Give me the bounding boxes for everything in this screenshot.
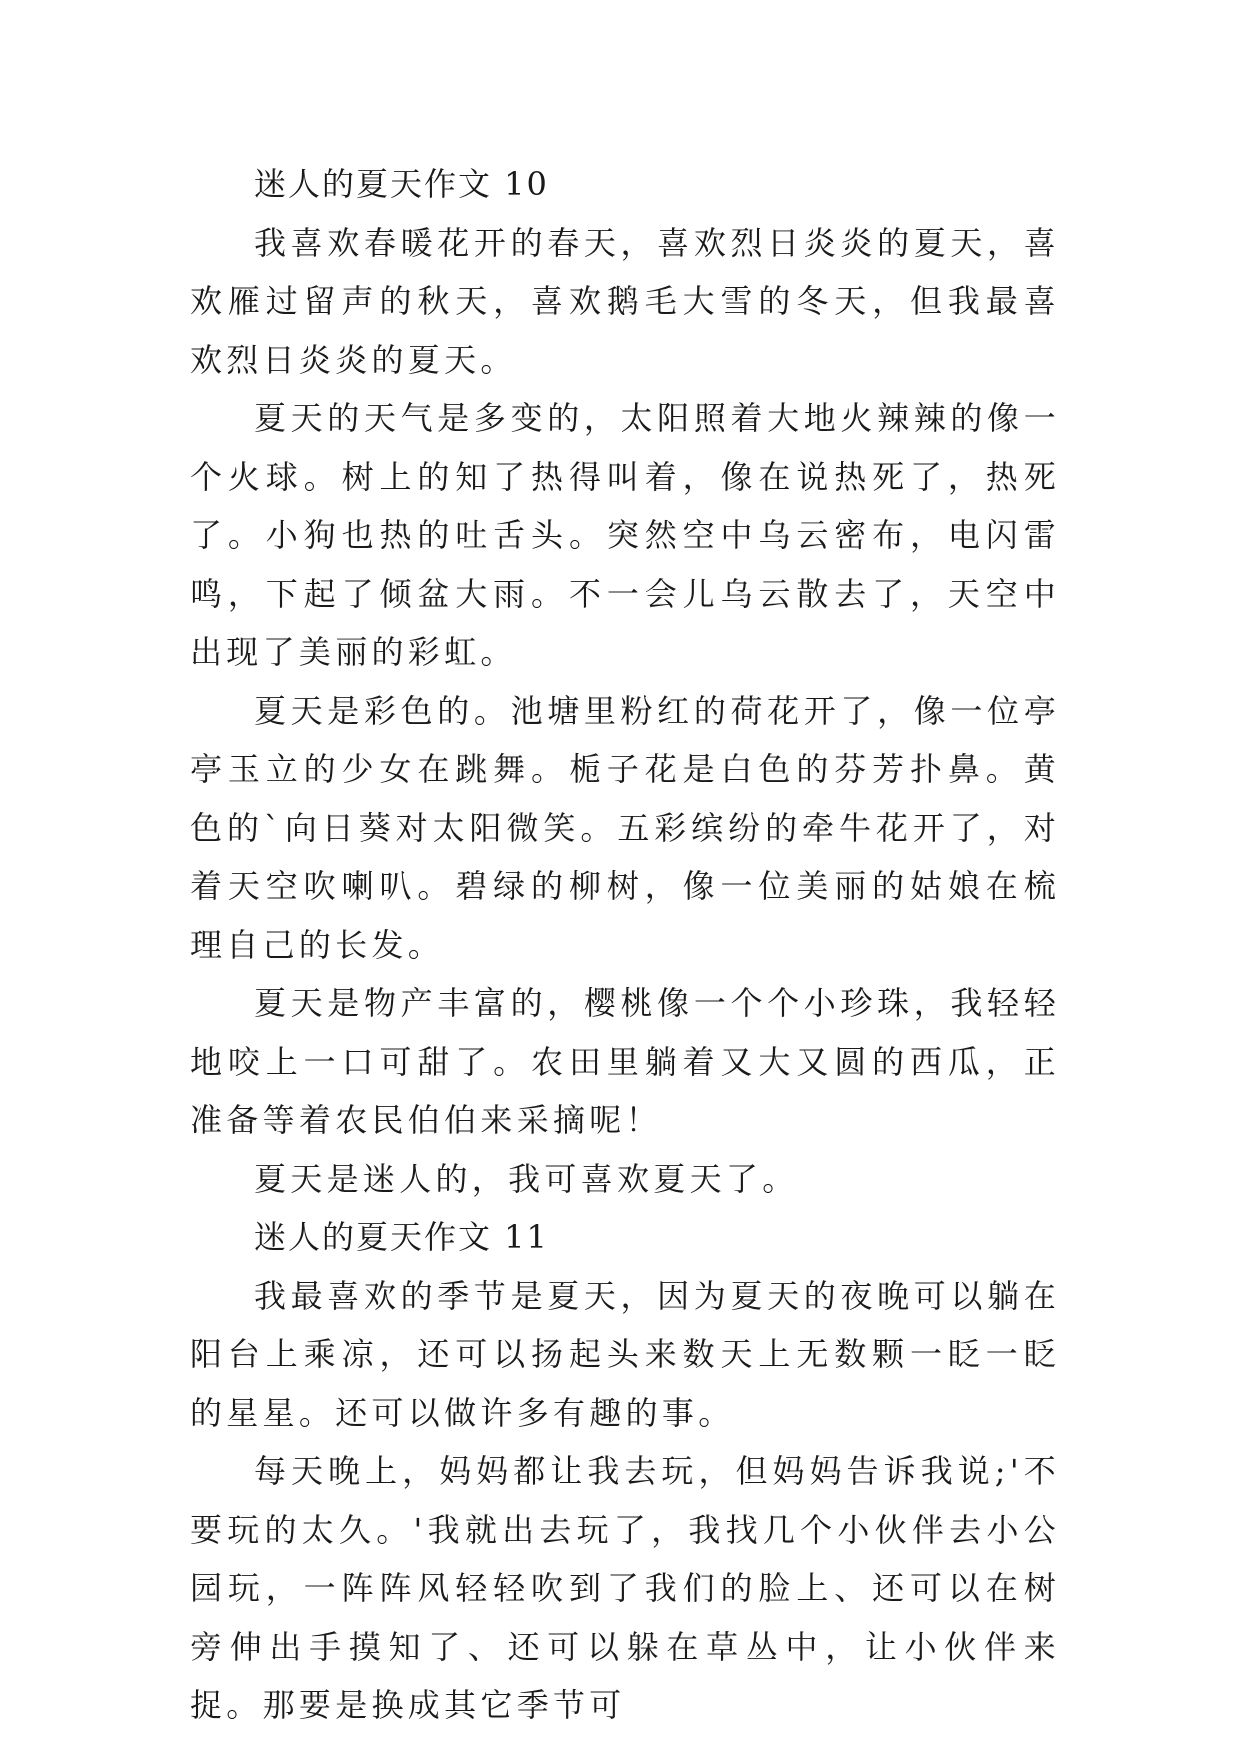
paragraph: 夏天的天气是多变的，太阳照着大地火辣辣的像一个火球。树上的知了热得叫着，像在说热死了，热死了。小狗也热的吐舌头。突然空中乌云密布，电闪雷鸣，下起了倾盆大雨。不一会儿乌云散去了，天空中出现了美丽的彩虹。 xyxy=(190,399,1060,671)
essay-title-11: 迷人的夏天作文 11 xyxy=(254,1218,549,1256)
essay-title-10: 迷人的夏天作文 10 xyxy=(254,165,549,203)
paragraph: 我最喜欢的季节是夏天，因为夏天的夜晚可以躺在阳台上乘凉，还可以扬起头来数天上无数颗一眨一眨的星星。还可以做许多有趣的事。 xyxy=(190,1276,1060,1432)
paragraph: 夏天是迷人的，我可喜欢夏天了。 xyxy=(254,1159,799,1198)
paragraph: 每天晚上，妈妈都让我去玩，但妈妈告诉我说;'不要玩的太久。'我就出去玩了，我找几个小伙伴去小公园玩，一阵阵风轻轻吹到了我们的脸上、还可以在树旁伸出手摸知了、还可以躲在草丛中，让小伙伴来捉。那要是换成其它季节可 xyxy=(190,1452,1060,1724)
document-body xyxy=(190,155,1060,1735)
paragraph: 我喜欢春暖花开的春天，喜欢烈日炎炎的夏天，喜欢雁过留声的秋天，喜欢鹅毛大雪的冬天，但我最喜欢烈日炎炎的夏天。 xyxy=(190,223,1060,379)
paragraph: 夏天是物产丰富的，樱桃像一个个小珍珠，我轻轻地咬上一口可甜了。农田里躺着又大又圆的西瓜，正准备等着农民伯伯来采摘呢！ xyxy=(190,984,1060,1139)
paragraph: 夏天是彩色的。池塘里粉红的荷花开了，像一位亭亭玉立的少女在跳舞。栀子花是白色的芬芳扑鼻。黄色的`向日葵对太阳微笑。五彩缤纷的牵牛花开了，对着天空吹喇叭。碧绿的柳树，像一位美丽的姑娘在梳理自己的长发。 xyxy=(190,691,1060,964)
